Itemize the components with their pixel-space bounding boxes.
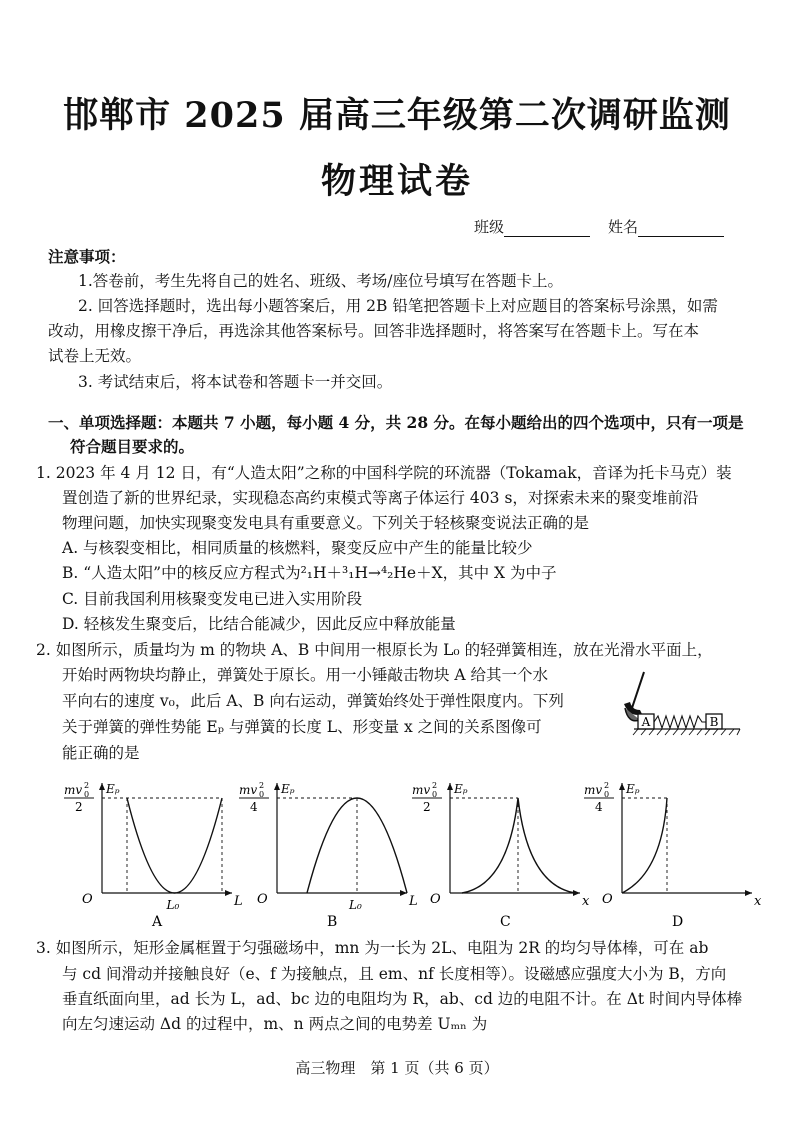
q2-stem-line5: 能正确的是 (62, 744, 140, 762)
q1-stem-line3: 物理问题，加快实现聚变发电具有重要意义。下列关于轻核聚变说法正确的是 (62, 514, 590, 532)
graph-c-ymax-num: mv (412, 783, 431, 797)
graph-d-origin: O (602, 892, 613, 907)
graph-c-y-label: Eₚ (454, 782, 468, 796)
q1-option-b-equation: ²₁H＋³₁H→⁴₂He＋X (300, 564, 443, 582)
q2-stem-line3: 平向右的速度 v₀，此后 A、B 向右运动，弹簧始终处于弹性限度内。下列 (62, 692, 564, 710)
graph-a-ymax-v0: 0 (84, 790, 90, 799)
page-footer: 高三物理 第 1 页（共 6 页） (295, 1059, 499, 1077)
graph-c-ymax-v0: 0 (432, 790, 438, 799)
notice-heading: 注意事项： (48, 247, 126, 266)
class-field[interactable] (474, 216, 590, 237)
graph-a-x-label: L (234, 894, 243, 909)
notice-item-1: 1.答卷前，考生先将自己的姓名、班级、考场/座位号填写在答题卡上。 (78, 272, 564, 290)
graph-c-x-label: x (582, 894, 590, 909)
q3-stem-line3: 垂直纸面向里，ad 长为 L，ad、bc 边的电阻均为 R，ab、cd 边的电阻不计。在 Δt 时间内导体棒 (62, 990, 743, 1008)
graph-c-caption: C (500, 914, 511, 930)
graph-d-ymax-den: 4 (595, 800, 603, 814)
graph-d-ymax-num: mv (584, 783, 603, 797)
graph-a-curve (127, 798, 222, 893)
q2-stem-line2: 开始时两物块均静止，弹簧处于原长。用一小锤敲击物块 A 给其一个水 (62, 666, 549, 684)
name-field[interactable] (608, 216, 724, 237)
graph-b-ymax-v0: 0 (259, 790, 265, 799)
graph-b-ymax-den: 4 (250, 800, 258, 814)
graph-a-ymax-num: mv (64, 783, 83, 797)
notice-item-2-line2: 改动，用橡皮擦干净后，再选涂其他答案标号。回答非选择题时，将答案写在答题卡上。写在本 (48, 322, 700, 340)
graph-b-x-tick: L₀ (349, 898, 362, 912)
notice-item-2-line3: 试卷上无效。 (48, 347, 142, 365)
graph-a-y-label: Eₚ (106, 782, 120, 796)
graph-b-origin: O (257, 892, 268, 907)
graph-d-x-arrow (745, 890, 752, 896)
graph-b-x-label: L (409, 894, 418, 909)
graph-a-x-arrow (225, 890, 232, 896)
q3-stem-line1: 3. 如图所示，矩形金属框置于匀强磁场中，mn 为一长为 2L、电阻为 2R 的均匀导体棒，可在 ab (36, 939, 709, 957)
ground-hatch (633, 729, 740, 735)
graph-d-ymax-v0: 0 (604, 790, 610, 799)
graph-a-y-arrow (99, 783, 105, 790)
graph-b-y-label: Eₚ (281, 782, 295, 796)
spring-block-diagram (600, 664, 750, 744)
class-label: 班级 (474, 218, 505, 236)
graph-d-x-label: x (754, 894, 762, 909)
block-a-label: A (641, 715, 651, 729)
q1-option-a: A. 与核裂变相比，相同质量的核燃料，聚变反应中产生的能量比较少 (62, 539, 533, 557)
graph-a-x-tick: L₀ (166, 898, 180, 912)
graph-c-ymax-den: 2 (423, 800, 431, 814)
q1-stem-line1: 1. 2023 年 4 月 12 日，有“人造太阳”之称的中国科学院的环流器（Tokamak，音译为托卡马克）装 (36, 464, 732, 482)
graph-d-y-arrow (619, 783, 625, 790)
graph-a-caption: A (152, 914, 163, 930)
section1-heading-line2: 符合题目要求的。 (70, 437, 195, 456)
ep-graphs (60, 768, 760, 938)
q1-option-b-post: ，其中 X 为中子 (442, 564, 557, 582)
graph-b-ymax-sq: 2 (259, 781, 265, 790)
q3-stem-line4: 向左匀速运动 Δd 的过程中，m、n 两点之间的电势差 Uₘₙ 为 (62, 1015, 488, 1033)
q1-option-b-pre: B. “人造太阳”中的核反应方程式为 (62, 564, 301, 582)
q1-option-d: D. 轻核发生聚变后，比结合能减少，因此反应中释放能量 (62, 615, 456, 633)
section1-heading-line1: 一、单项选择题：本题共 7 小题，每小题 4 分，共 28 分。在每小题给出的四个选项中，只有一项是 (48, 413, 744, 432)
graph-a-ymax-sq: 2 (84, 781, 90, 790)
q1-option-c: C. 目前我国利用核聚变发电已进入实用阶段 (62, 590, 363, 608)
graph-d-y-label: Eₚ (626, 782, 640, 796)
q1-option-b (62, 563, 557, 583)
graph-d-curve (622, 798, 667, 893)
graph-d-caption: D (672, 914, 684, 930)
graph-b-y-arrow (274, 783, 280, 790)
graph-c-ymax-sq: 2 (432, 781, 438, 790)
graph-a-origin: O (82, 892, 93, 907)
q3-stem-line2: 与 cd 间滑动并接触良好（e、f 为接触点，且 em、nf 长度相等）。设磁感应强度大小为 B，方向 (62, 965, 727, 983)
graph-c-y-arrow (447, 783, 453, 790)
graph-c-curve (462, 798, 575, 893)
notice-item-3: 3. 考试结束后，将本试卷和答题卡一并交回。 (78, 373, 393, 391)
graph-c-origin: O (430, 892, 441, 907)
graph-b-caption: B (327, 914, 338, 930)
q2-stem-line1: 2. 如图所示，质量均为 m 的物块 A、B 中间用一根原长为 L₀ 的轻弹簧相连，放在光滑水平面上， (36, 641, 713, 659)
block-b-label: B (709, 715, 719, 729)
q1-stem-line2: 置创造了新的世界纪录，实现稳态高约束模式等离子体运行 403 s，对探索未来的聚变堆前沿 (62, 489, 699, 507)
subject-title: 物理试卷 (320, 161, 473, 202)
graph-a-ymax-den: 2 (75, 800, 83, 814)
name-label: 姓名 (608, 218, 639, 236)
exam-title: 邯郸市 2025 届高三年级第二次调研监测 (63, 95, 731, 136)
graph-b-ymax-num: mv (239, 783, 258, 797)
spring (654, 716, 706, 728)
notice-item-2-line1: 2. 回答选择题时，选出每小题答案后，用 2B 铅笔把答题卡上对应题目的答案标号涂黑，如需 (78, 297, 718, 315)
graph-d-ymax-sq: 2 (604, 781, 610, 790)
q2-stem-line4: 关于弹簧的弹性势能 Eₚ 与弹簧的长度 L、形变量 x 之间的关系图像可 (62, 718, 542, 736)
